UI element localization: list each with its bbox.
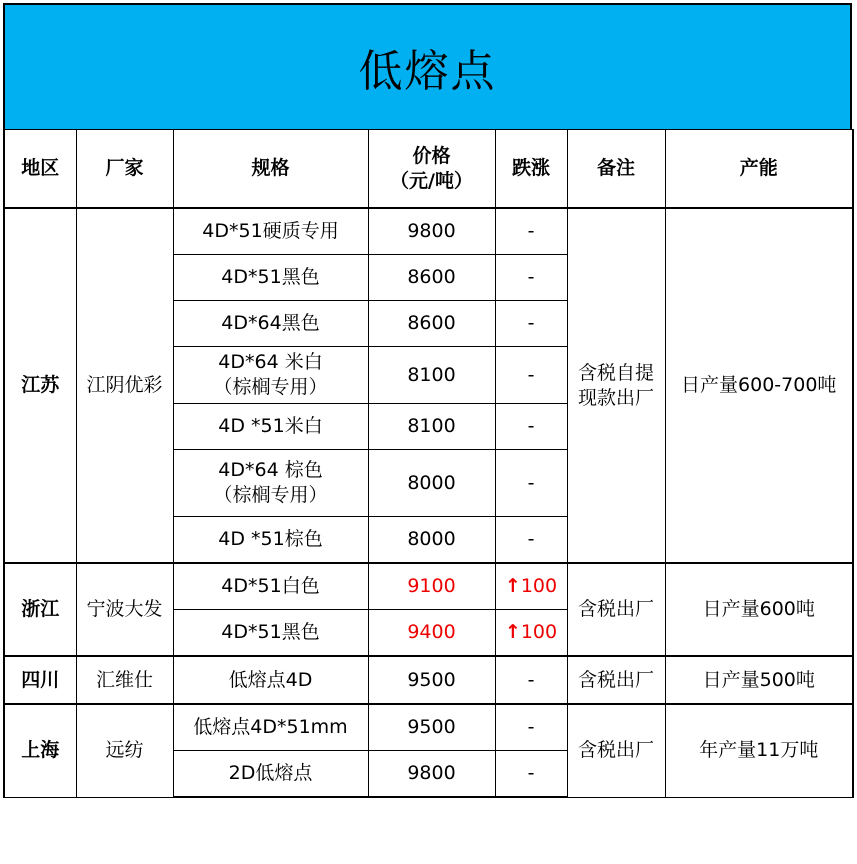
region-cell: 上海 (4, 704, 76, 797)
price-cell: 8600 (368, 301, 495, 347)
maker-cell: 江阴优彩 (76, 208, 173, 563)
change-cell: - (495, 301, 567, 347)
spec-cell: 4D *51棕色 (173, 517, 368, 564)
price-sheet (3, 3, 852, 798)
spec-cell: 2D低熔点 (173, 751, 368, 798)
region-cell: 浙江 (4, 563, 76, 656)
sheet-title: 低熔点 (3, 3, 852, 129)
price-cell: 9800 (368, 208, 495, 255)
change-cell: - (495, 255, 567, 301)
capacity-cell: 日产量600-700吨 (665, 208, 853, 563)
note-cell: 含税出厂 (567, 563, 665, 656)
change-cell: - (495, 656, 567, 704)
note-cell: 含税出厂 (567, 656, 665, 704)
header-capacity: 产能 (665, 130, 853, 209)
header-note: 备注 (567, 130, 665, 209)
price-cell: 9800 (368, 751, 495, 798)
price-cell: 9500 (368, 704, 495, 751)
change-cell: - (495, 347, 567, 404)
price-cell: 9500 (368, 656, 495, 704)
spec-line2: （棕榈专用） (213, 376, 328, 398)
header-price-line1: 价格 (412, 144, 451, 167)
price-cell: 8000 (368, 517, 495, 564)
price-cell: 8100 (368, 404, 495, 450)
note-line2: 现款出厂 (577, 386, 654, 409)
change-value: 100 (520, 621, 558, 643)
spec-cell: 4D *51米白 (173, 404, 368, 450)
change-cell: - (495, 208, 567, 255)
change-cell: - (495, 751, 567, 798)
header-maker: 厂家 (76, 130, 173, 209)
price-cell: 9400 (368, 610, 495, 657)
table-row (4, 704, 853, 751)
spec-cell: 4D*51黑色 (173, 610, 368, 657)
table-row (4, 208, 853, 255)
capacity-cell: 日产量600吨 (665, 563, 853, 656)
header-change: 跌涨 (495, 130, 567, 209)
spec-cell: 4D*64黑色 (173, 301, 368, 347)
region-cell: 四川 (4, 656, 76, 704)
capacity-cell: 日产量500吨 (665, 656, 853, 704)
price-cell: 8600 (368, 255, 495, 301)
change-cell: - (495, 704, 567, 751)
table-row (4, 656, 853, 704)
header-region: 地区 (4, 130, 76, 209)
maker-cell: 汇维仕 (76, 656, 173, 704)
header-price (368, 130, 495, 209)
arrow-up-icon: ↑ (504, 621, 521, 643)
change-cell: - (495, 517, 567, 564)
header-row (4, 130, 853, 209)
change-cell: - (495, 404, 567, 450)
capacity-cell: 年产量11万吨 (665, 704, 853, 797)
price-cell: 8000 (368, 450, 495, 517)
spec-line1: 4D*64 棕色 (218, 459, 323, 481)
region-cell: 江苏 (4, 208, 76, 563)
spec-line2: （棕榈专用） (213, 484, 328, 506)
spec-line1: 4D*64 米白 (218, 351, 323, 373)
maker-cell: 远纺 (76, 704, 173, 797)
spec-cell: 低熔点4D (173, 656, 368, 704)
arrow-up-icon: ↑ (504, 575, 521, 597)
change-cell: - (495, 450, 567, 517)
table-row (4, 563, 853, 610)
change-value: 100 (520, 575, 558, 597)
spec-cell (173, 347, 368, 404)
header-spec: 规格 (173, 130, 368, 209)
spec-cell: 4D*51硬质专用 (173, 208, 368, 255)
spec-cell: 低熔点4D*51mm (173, 704, 368, 751)
spec-cell: 4D*51黑色 (173, 255, 368, 301)
price-cell: 9100 (368, 563, 495, 610)
maker-cell: 宁波大发 (76, 563, 173, 656)
note-cell (567, 208, 665, 563)
note-line1: 含税自提 (577, 361, 654, 384)
spec-cell (173, 450, 368, 517)
price-cell: 8100 (368, 347, 495, 404)
change-cell (495, 563, 567, 610)
header-price-line2: （元/吨） (390, 169, 473, 192)
price-table (3, 129, 854, 798)
spec-cell: 4D*51白色 (173, 563, 368, 610)
note-cell: 含税出厂 (567, 704, 665, 797)
change-cell (495, 610, 567, 657)
